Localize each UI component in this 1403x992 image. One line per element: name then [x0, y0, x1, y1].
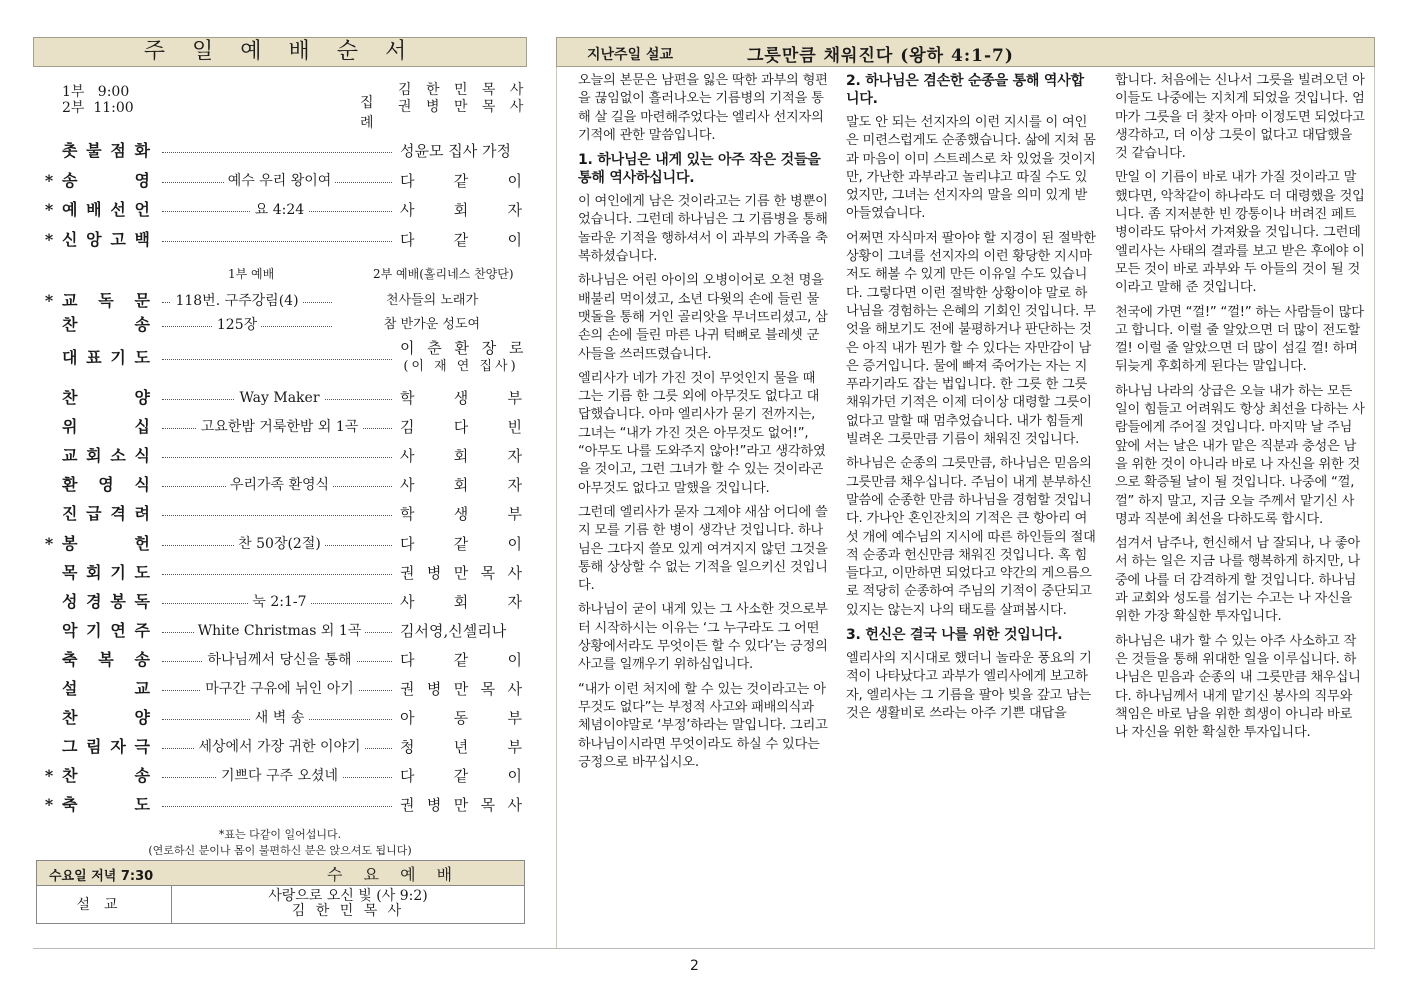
order-item — [42, 677, 522, 701]
wednesday-time: 수요일 저녁 7:30 — [49, 869, 154, 884]
order-item-name: 찬 송 — [62, 315, 150, 334]
sermon-paragraph: 어쩌면 자식마저 팔아야 할 지경이 된 절박한 상황이 그녀를 선지자의 이런 황당한 지시마저도 해볼 수 있게 만든 이유일 수도 있습니다. 그렇다면 이런 절박한 상황이야 말로 하나님을 경험하는 은혜의 기회인 것입니다. 무엇을 해보기도 전에 불평하거나 판단하는 것은 아직 내가 뭔가 할 수 있다는 자만감이 남은 증거입니다. 물에 빠져 죽어가는 자는 지푸라기라도 잡는 법입니다. 한 그릇 한 그릇 채워가던 기적은 이제 더이상 대령할 그릇이 없다고 말할 때 멈추었습니다. 내가 힘들게 빌려온 그릇만큼 기름이 채워진 것입니다. — [846, 230, 1096, 448]
order-item-content: 찬 50장(2절) — [234, 536, 325, 552]
second-service-content: 천사들의 노래가 — [342, 289, 522, 313]
order-item-content: 125장 — [213, 317, 261, 333]
wednesday-service — [36, 860, 525, 924]
officiant-name: 권 병 만 목 사 — [398, 99, 529, 115]
sermon-point-heading: 2. 하나님은 겸손한 순종을 통해 역사합니다. — [846, 73, 1084, 107]
sermon-paragraph: 엘리사가 네가 가진 것이 무엇인지 물을 때 그는 기름 한 그릇 외에 아무것도 없다고 대답했습니다. 아마 엘리사가 묻기 전까지는, 그녀는 “내가 가진 것은 아무것도 없어!”, “아무도 나를 도와주지 않아!”라고 생각하였을 것이고, 그런 그녀가 할 수 있는 것이라곤 아무것도 없다고 말했을 것입니다. — [578, 370, 826, 496]
order-item-name: 위 십 — [62, 417, 150, 436]
order-item-name: 찬 양 — [62, 708, 150, 727]
wednesday-title: 수 요 예 배 — [327, 865, 461, 884]
sermon-paragraph: 만일 이 기름이 바로 내가 가질 것이라고 말했다면, 악착같이 하나라도 더 대령했을 것입니다. 좀 지저분한 빈 깡통이나 버려진 페트병이라도 닦아서 가져왔을 것입니다. 그런데 엘리사는 사태의 결과를 보고 받은 후에야 이 모든 것이 바로 과부와 두 아들의 것이 될 것이라고 말해 준 것입니다. — [1115, 170, 1365, 296]
order-item-name: 설 교 — [62, 679, 150, 698]
order-item-person: 학 생 부 — [400, 505, 522, 523]
sermon-header — [556, 37, 1375, 67]
order-item — [42, 415, 522, 439]
order-item — [42, 139, 522, 163]
order-item — [42, 228, 522, 252]
sermon-paragraph: 하나님은 내가 할 수 있는 아주 사소하고 작은 것들을 통해 위대한 일을 이루십니다. 하나님은 믿음과 순종의 내 그릇만큼 채우십니다. 하나님께서 내게 맡기신 봉사의 직무와 책임은 바로 남을 위한 희생이 아니라 바로 나 자신을 위한 확실한 투자입니다. — [1115, 633, 1361, 741]
order-item-person: 사 회 자 — [400, 201, 522, 219]
order-item-person: 김 다 빈 — [400, 418, 522, 436]
dot-leader — [162, 515, 392, 516]
wednesday-sermon-label: 설교 — [37, 886, 172, 924]
order-item-person: 사 회 자 — [400, 447, 522, 465]
sermon-paragraph: “내가 이런 처지에 할 수 있는 것이라고는 아무것도 없다”는 부정적 사고와 패배의식과 체념이야말로 ‘부정’하라는 말입니다. 그리고 하나님이시라면 무엇이라도 하실 수 있다는 긍정으로 바꾸십시오. — [578, 681, 828, 770]
order-item — [42, 561, 522, 585]
service-times — [62, 84, 134, 116]
standing-marker: * — [44, 795, 54, 814]
worship-order-title: 주 일 예 배 순 서 — [33, 37, 527, 67]
officiant-name: 김 한 민 목 사 — [398, 82, 529, 98]
order-item-person: 성윤모 집사 가정 — [400, 142, 511, 160]
order-item-person: 다 같 이 — [400, 651, 522, 669]
officiant-names — [398, 82, 528, 116]
order-item-person: 사 회 자 — [400, 476, 522, 494]
order-item-person: 아 동 부 — [400, 709, 522, 727]
second-service-time: 2부 11:00 — [62, 100, 134, 116]
order-item-person: 학 생 부 — [400, 389, 522, 407]
order-item-content: 118번. 구주강림(4) — [171, 293, 302, 309]
order-item-name: 그 림 자 극 — [62, 737, 150, 756]
order-item-name: 목 회 기 도 — [62, 563, 150, 582]
order-item-person: 이 춘 환 장 로 — [400, 339, 528, 357]
order-item-content: 새 벽 송 — [251, 710, 308, 726]
officiant-label: 집례 — [360, 95, 374, 131]
order-item-name: 신 앙 고 백 — [62, 230, 150, 249]
first-service-time: 1부 9:00 — [62, 84, 130, 100]
order-item-name: 진 급 격 려 — [62, 504, 150, 523]
sermon-title: 그릇만큼 채워진다 (왕하 4:1-7) — [747, 46, 1014, 66]
sermon-paragraph: 하나님은 순종의 그릇만큼, 하나님은 믿음의 그릇만큼 채우십니다. 주님이 내게 분부하신 말씀에 순종한 만큼 하나님을 경험할 것입니다. 가나안 혼인잔치의 기적은 큰 항아리 여섯 개에 예수님의 지시에 따른 하인들의 절대적 순종과 헌신만큼 채워진 것입니다. 혹 힘들다고, 이만하면 되었다고 약간의 게으름으로 적당히 순종하여 주님의 기적이 중단되고 있지는 않는지 나의 태도를 살펴봅시다. — [846, 456, 1096, 618]
order-item — [42, 169, 522, 193]
order-item-content: 기쁘다 구주 오셨네 — [217, 768, 342, 784]
order-item — [42, 502, 522, 526]
order-item — [42, 313, 522, 337]
wednesday-preacher: 김 한 민 목 사 — [291, 903, 405, 919]
order-item-content: 세상에서 가장 귀한 이야기 — [194, 739, 364, 755]
order-item-person: 김서영,신셀리나 — [400, 622, 507, 640]
order-item-content: 예수 우리 왕이여 — [224, 173, 336, 189]
sermon-point-heading: 1. 하나님은 내게 있는 아주 작은 것들을 통해 역사하십니다. — [578, 152, 821, 187]
sermon-paragraph: 하나님이 굳이 내게 있는 그 사소한 것으로부터 시작하시는 이유는 ‘그 누구라도 그 어떤 상황에서라도 무엇이든 할 수 있다’는 긍정의 사고를 일깨우기 위하심입니다. — [578, 602, 828, 673]
standing-marker: * — [44, 534, 54, 553]
order-item-person: 권 병 만 목 사 — [400, 564, 522, 582]
order-item-name: 악 기 연 주 — [62, 621, 150, 640]
order-item-name: 예 배 선 언 — [62, 200, 150, 219]
sermon-paragraph: 섬겨서 남주나, 헌신해서 남 잘되나, 나 좋아서 하는 일은 지금 나를 행복하게 하지만, 나중에 나를 더 감격하게 할 것입니다. 하나님과 교회와 성도를 섬기는 수고는 나 자신을 위한 가장 확실한 투자입니다. — [1115, 536, 1361, 625]
seating-note: (연로하신 분이나 몸이 불편하신 분은 앉으셔도 됩니다) — [148, 844, 412, 857]
second-service-content: 참 반가운 성도여 — [342, 313, 522, 337]
order-item — [42, 619, 522, 643]
order-item-content: 하나님께서 당신을 통해 — [203, 652, 355, 668]
order-item — [42, 793, 522, 817]
dot-leader — [162, 574, 392, 575]
dot-leader — [162, 152, 392, 153]
standing-marker: * — [44, 230, 54, 249]
order-item-name: 대 표 기 도 — [62, 348, 150, 367]
dot-leader — [162, 359, 392, 360]
order-item-content: White Christmas 외 1곡 — [194, 623, 366, 639]
order-item — [42, 473, 522, 497]
order-item-name: 촛 불 점 화 — [62, 141, 150, 160]
order-item-person-alt: (이 재 연 집사) — [403, 359, 519, 374]
sermon-paragraph: 합니다. 처음에는 신나서 그릇을 빌려오던 아이들도 나중에는 지치게 되었을 것입니다. 엄마가 그릇을 더 찾자 아마 이정도면 되었다고 생각하고, 더 이상 그릇이 없다고 대답했을 것 같습니다. — [1115, 73, 1365, 162]
order-item-person: 사 회 자 — [400, 593, 522, 611]
sermon-point-heading: 3. 헌신은 결국 나를 위한 것입니다. — [846, 627, 1063, 644]
standing-marker: * — [44, 291, 54, 310]
order-item-person: 권 병 만 목 사 — [400, 680, 522, 698]
order-item-name: 환 영 식 — [62, 475, 150, 494]
sermon-column-3 — [1115, 72, 1365, 748]
order-item-name: 축 복 송 — [62, 650, 150, 669]
order-item — [42, 706, 522, 730]
order-item-name: 교 독 문 — [62, 291, 150, 310]
order-item-name: 교 회 소 식 — [62, 446, 150, 465]
order-item-content: 눅 2:1-7 — [248, 594, 310, 610]
dot-leader — [162, 806, 392, 807]
order-item — [42, 289, 522, 313]
order-item-name: 성 경 봉 독 — [62, 592, 150, 611]
sermon-paragraph: 오늘의 본문은 남편을 잃은 딱한 과부의 형편을 끊임없이 흘러나오는 기름병의 기적을 통해 살 길을 마련해주었다는 엘리사 선지자의 기적에 관한 말씀입니다. — [578, 73, 828, 143]
sermon-column-1 — [578, 72, 828, 778]
sermon-label: 지난주일 설교 — [587, 47, 674, 63]
order-item — [42, 764, 522, 788]
order-item-name: 송 영 — [62, 171, 150, 190]
order-item — [42, 444, 522, 468]
order-item-person: 청 년 부 — [400, 738, 522, 756]
order-item-content: 마구간 구유에 뉘인 아기 — [201, 681, 358, 697]
wednesday-sermon-title: 사랑으로 오신 빛 (사 9:2) — [268, 888, 428, 904]
sermon-paragraph: 하나님 나라의 상급은 오늘 내가 하는 모든 일이 힘들고 어려워도 항상 최선을 다하는 사람들에게 주어질 것입니다. 마지막 날 주님 앞에 서는 날은 내가 맡은 직분과 충성은 남을 위한 것이 아니라 바로 나 자신을 위한 것으로 확증될 날이 될 것입니다. 나중에 “껄, 껄” 하지 말고, 지금 오늘 주께서 맡기신 사명과 직분에 최선을 다하도록 합시다. — [1115, 383, 1365, 527]
order-item-content: 요 4:24 — [251, 202, 308, 218]
order-item — [42, 735, 522, 759]
order-item — [42, 648, 522, 672]
standing-marker: * — [44, 171, 54, 190]
standing-marker: * — [44, 200, 54, 219]
page-number: 2 — [690, 958, 699, 974]
sermon-paragraph: 그런데 엘리사가 묻자 그제야 새삼 어디에 쓸 지 모를 기름 한 병이 생각난 것입니다. 하나님은 그다지 쓸모 있게 여겨지지 않던 그것을 통해 상상할 수 없는 기적을 일으키신 것입니다. — [578, 504, 828, 594]
order-item-content: Way Maker — [235, 390, 323, 406]
sermon-paragraph: 천국에 가면 “껄!” “껄!” 하는 사람들이 많다고 합니다. 이럴 줄 알았으면 더 많이 전도할 껄! 이럴 줄 알았으면 더 많이 섬길 껄! 하며 뒤늦게 후회하게 된다는 말입니다. — [1115, 304, 1364, 375]
order-item-person: 다 같 이 — [400, 172, 522, 190]
order-item — [42, 198, 522, 222]
order-item-person: 권 병 만 목 사 — [400, 796, 522, 814]
sermon-paragraph: 하나님은 어린 아이의 오병이어로 오천 명을 배불리 먹이셨고, 소년 다윗의 손에 들린 물맷돌을 통해 거인 골리앗을 무너뜨리셨고, 삼손의 손에 들린 마른 나귀 턱뼈로 블레셋 군사들을 쓰러뜨렸습니다. — [578, 273, 828, 362]
wednesday-header — [37, 861, 524, 886]
dot-leader — [162, 241, 392, 242]
order-item-content: 우리가족 환영식 — [226, 477, 333, 493]
order-item-person: 다 같 이 — [400, 535, 522, 553]
sermon-paragraph: 말도 안 되는 선지자의 이런 지시를 이 여인은 미련스럽게도 순종했습니다. 삶에 지쳐 몸과 마음이 이미 스트레스로 차 있었을 것이지만, 가난한 과부라고 놀리냐고 따질 수도 있었지만, 그녀는 선지자의 말을 의미 있게 받아들였습니다. — [846, 115, 1096, 222]
order-item — [42, 339, 528, 374]
order-item-person: 다 같 이 — [400, 231, 522, 249]
order-item — [42, 532, 522, 556]
order-item-content: 고요한밤 거룩한밤 외 1곡 — [197, 419, 363, 435]
order-item-name: 축 도 — [62, 795, 150, 814]
first-service-label: 1부 예배 — [228, 267, 275, 281]
sermon-paragraph: 이 여인에게 남은 것이라고는 기름 한 병뿐이었습니다. 그런데 하나님은 그 기름병을 통해 놀라운 기적을 행하셔서 이 과부의 가족을 축복하셨습니다. — [578, 194, 828, 265]
order-item-name: 봉 헌 — [62, 534, 150, 553]
footer-divider — [33, 948, 1375, 949]
sermon-column-2 — [846, 72, 1096, 729]
dot-leader — [162, 457, 392, 458]
second-service-label: 2부 예배(홀리네스 찬양단) — [373, 267, 514, 281]
order-item — [42, 386, 522, 410]
order-item-name: 찬 송 — [62, 766, 150, 785]
sermon-paragraph: 엘리사의 지시대로 했더니 놀라운 풍요의 기적이 나타났다고 과부가 엘리사에게 보고하자, 엘리사는 그 기름을 팔아 빚을 갚고 남는 것은 생활비로 쓰라는 아주 기쁜 대답을 — [846, 651, 1092, 721]
order-item-name: 찬 양 — [62, 388, 150, 407]
standing-marker: * — [44, 766, 54, 785]
wednesday-sermon — [172, 889, 524, 919]
order-item — [42, 590, 522, 614]
order-item-person: 다 같 이 — [400, 767, 522, 785]
standing-note: *표는 다같이 일어섭니다. — [218, 828, 342, 841]
